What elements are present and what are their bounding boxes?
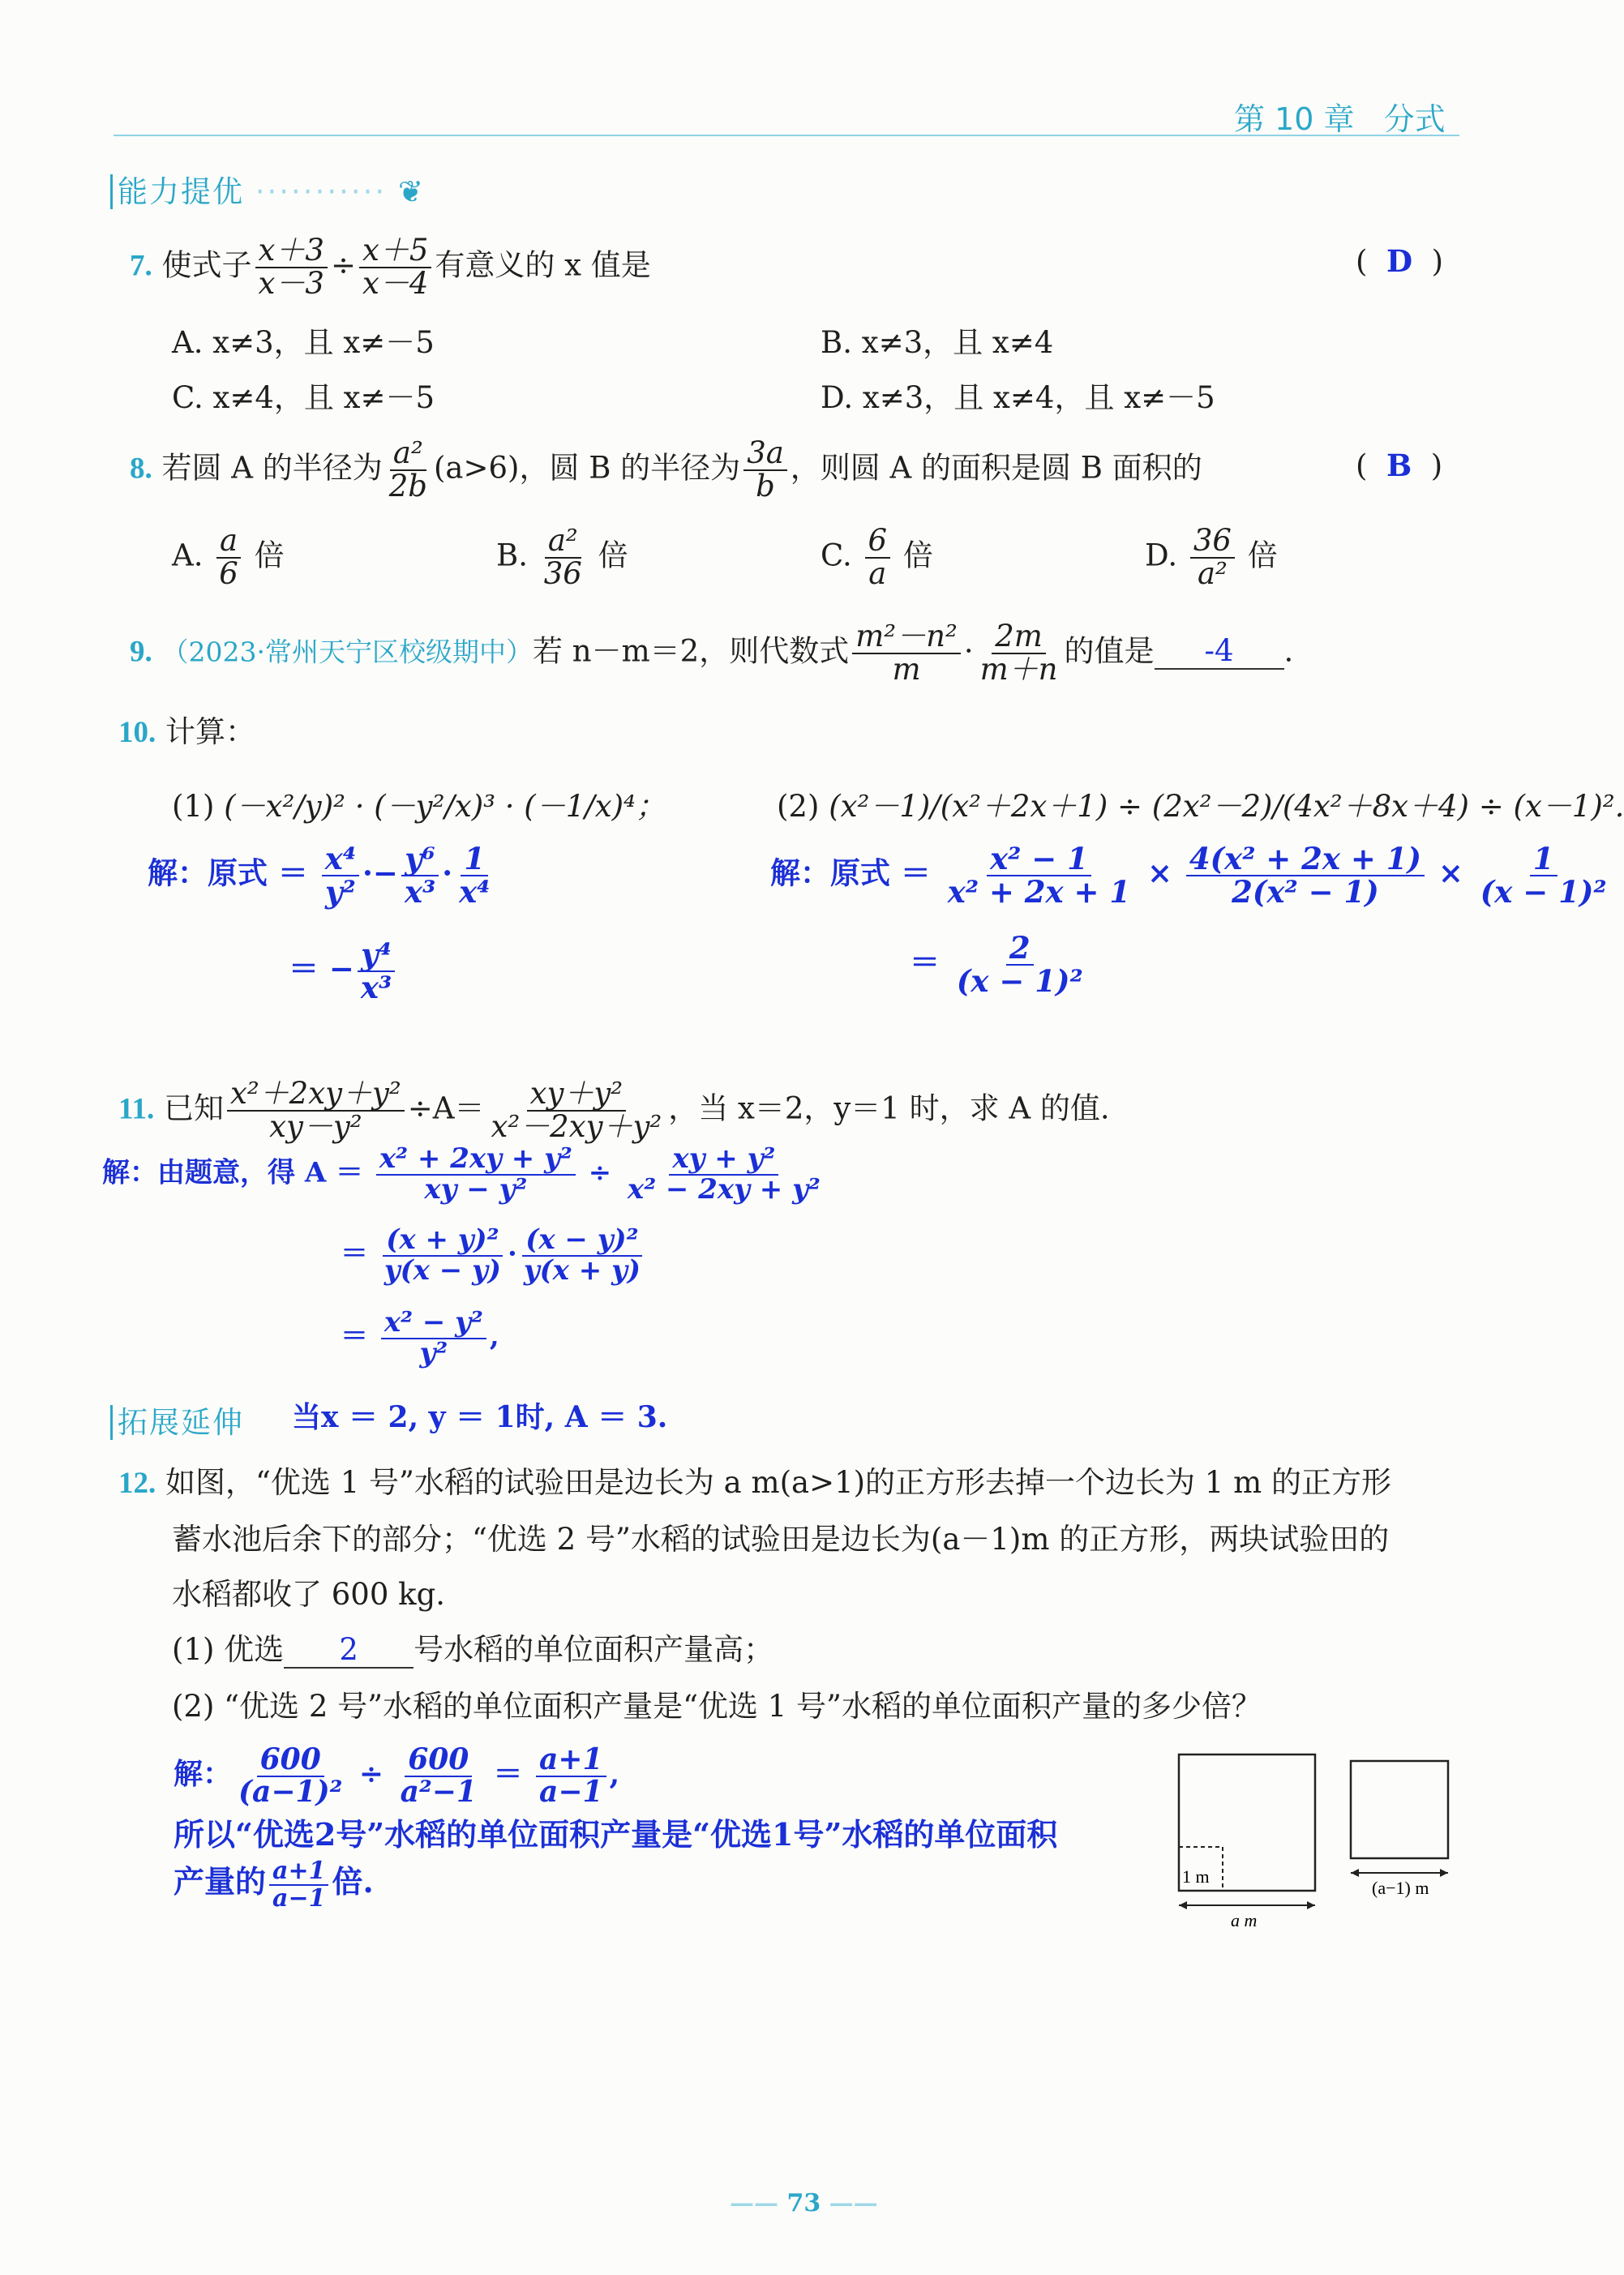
chapter-header bbox=[1234, 94, 1446, 139]
option-c: C. x≠4，且 x≠－5 bbox=[172, 380, 435, 415]
header-divider bbox=[114, 135, 1459, 136]
question-number: 8. bbox=[130, 452, 152, 486]
question-text: 的值是 bbox=[1064, 633, 1155, 669]
question-text: 已知 bbox=[163, 1090, 224, 1126]
question-10-part-1: (1) (－x²/y)² · (－y²/x)³ · (－1/x)⁴； bbox=[172, 789, 666, 824]
question-text: 计算： bbox=[165, 714, 256, 749]
question-text: 若 n－m＝2，则代数式 bbox=[533, 633, 850, 669]
question-text: (a>6)，圆 B 的半径为 bbox=[434, 450, 741, 486]
option-d: D. $\frac{36}{\text{a²}}$ 倍 bbox=[1145, 523, 1278, 591]
question-text: 蓄水池后余下的部分；“优选 2 号”水稻的试验田是边长为(a－1)m 的正方形，两块试验田的 bbox=[172, 1522, 1390, 1557]
solution-11-step-2: ＝ $\frac{\text{(x + y)²}}{y(x - y)}$ · $\frac{\text{(x − y)²}}{y(x + y)}$ bbox=[341, 1223, 641, 1287]
question-10 bbox=[118, 707, 255, 751]
question-text: 水稻都收了 600 kg. bbox=[172, 1577, 446, 1612]
section-ability-label: 能力提优 bbox=[110, 174, 244, 209]
field-2-side-label: (a−1) m bbox=[1372, 1878, 1429, 1898]
solution-11: 解：由题意，得 A ＝ $\frac{\text{x² + 2xy + y²}}{\text{xy − y²}}$ ÷ $\frac{\text{xy + y²}}{\text{x² − 2xy + y²}}$ bbox=[102, 1142, 821, 1206]
question-number: 11. bbox=[118, 1092, 155, 1126]
fraction: $\frac{x+3}{x-3}$ bbox=[255, 235, 328, 300]
pond-side-label: 1 m bbox=[1182, 1866, 1210, 1887]
question-10-part-2: (2) (x²－1)/(x²＋2x＋1) ÷ (2x²－2)/(4x²＋8x＋4) ÷ (x－1)². bbox=[777, 789, 1624, 824]
answer-bracket-7: ( D ) bbox=[1356, 243, 1444, 279]
section-extension bbox=[110, 1398, 244, 1442]
option-b: B. x≠3，且 x≠4 bbox=[821, 325, 1054, 360]
answer-choice: D bbox=[1386, 243, 1413, 279]
solution-10-2: 解：原式 ＝ $\frac{\text{x² − 1}}{\text{x² + 2x + 1}}$ × $\frac{\text{4(x² + 2x + 1)}}{\text{2(x² − 1)}}$ × $\frac{1}{\text{(x − 1)²}}$ bbox=[770, 841, 1607, 910]
chapter-topic: 分式 bbox=[1383, 101, 1446, 137]
section-ability: 能力提优 ··········· ❦ bbox=[110, 167, 425, 211]
option-c: C. $\frac{6}{a}$ 倍 bbox=[821, 523, 933, 591]
option-b: B. $\frac{\text{a²}}{36}$ 倍 bbox=[496, 523, 628, 591]
question-number: 7. bbox=[130, 249, 152, 283]
solution-12-conclusion: 所以“优选2号”水稻的单位面积产量是“优选1号”水稻的单位面积 bbox=[174, 1816, 1058, 1853]
question-9: 9. （2023·常州天宁区校级期中）若 n－m＝2，则代数式 $\frac{\text{m²－n²}}{m}$ · $\frac{2m}{m+n}$ 的值是 -4 . bbox=[130, 619, 1294, 687]
field-figure bbox=[1168, 1743, 1476, 1938]
butterfly-icon: ❦ bbox=[397, 174, 425, 209]
question-number: 9. bbox=[130, 635, 152, 669]
answer-blank: 2 bbox=[284, 1632, 413, 1669]
fraction: $\frac{\text{a²}}{2b}$ bbox=[388, 435, 427, 503]
question-7 bbox=[130, 235, 651, 300]
question-12-part-2: (2) “优选 2 号”水稻的单位面积产量是“优选 1 号”水稻的单位面积产量的多少倍？ bbox=[172, 1689, 1262, 1724]
page-footer: —— 73 —— bbox=[730, 2189, 878, 2217]
fraction: $\frac{\text{m²－n²}}{m}$ bbox=[852, 621, 961, 686]
question-number: 10. bbox=[118, 716, 156, 749]
operator: ÷ bbox=[330, 247, 356, 283]
solution-11-step-3: ＝ $\frac{\text{x² − y²}}{\text{y²}}$ , bbox=[341, 1306, 499, 1369]
question-text: 若圆 A 的半径为 bbox=[161, 450, 383, 486]
question-8 bbox=[130, 435, 1202, 503]
question-11: 11. 已知 $\frac{\text{x²＋2xy＋y²}}{\text{xy－y²}}$ ÷A＝ $\frac{\text{xy＋y²}}{\text{x²－2xy＋y²}}$ ，当 x＝2，y＝1 时，求 A 的值. bbox=[118, 1076, 1110, 1144]
page-number: 73 bbox=[786, 2189, 821, 2217]
option-d: D. x≠3，且 x≠4，且 x≠－5 bbox=[821, 380, 1215, 415]
solution-10-2-result: ＝ $\frac{2}{\text{(x − 1)²}}$ bbox=[910, 930, 1083, 999]
solution-12-conclusion-2: 产量的 $\frac{a+1}{a-1}$ 倍. bbox=[174, 1857, 374, 1913]
answer-choice: B bbox=[1386, 448, 1412, 483]
solution-11-final: 当x ＝ 2, y ＝ 1时, A ＝ 3. bbox=[292, 1400, 668, 1434]
section-extension-label: 拓展延伸 bbox=[110, 1405, 244, 1440]
field-2-square bbox=[1351, 1761, 1448, 1858]
solution-12: 解： $\frac{600}{\text{(a−1)²}}$ ÷ $\frac{600}{\text{a²−1}}$ ＝ $\frac{a+1}{a-1}$ , bbox=[174, 1742, 620, 1809]
field-1-side-label: a m bbox=[1231, 1910, 1258, 1930]
question-text: 有意义的 x 值是 bbox=[435, 247, 651, 283]
question-12 bbox=[118, 1458, 1391, 1502]
chapter-number: 第 10 章 bbox=[1234, 101, 1355, 137]
question-number: 12. bbox=[118, 1467, 156, 1500]
question-text: ，当 x＝2，y＝1 时，求 A 的值. bbox=[668, 1090, 1110, 1126]
question-text: ，则圆 A 的面积是圆 B 面积的 bbox=[790, 450, 1202, 486]
option-a: A. $\frac{a}{6}$ 倍 bbox=[172, 523, 285, 591]
solution-10-1: 解：原式 ＝ $\frac{\text{x⁴}}{\text{y²}}$ ·− $\frac{\text{y⁶}}{\text{x³}}$ · $\frac{1}{\text{x⁴}}$ bbox=[148, 841, 491, 910]
solution-10-1-result: ＝ − $\frac{\text{y⁴}}{\text{x³}}$ bbox=[289, 939, 398, 1004]
question-12-part-1: (1) 优选 2 号水稻的单位面积产量高； bbox=[172, 1632, 774, 1667]
fraction: $\frac{3a}{b}$ bbox=[743, 438, 787, 503]
answer-bracket-8: ( B ) bbox=[1356, 448, 1443, 483]
question-text: 使式子 bbox=[161, 247, 252, 283]
fraction: $\frac{x+5}{x-4}$ bbox=[359, 235, 431, 300]
question-text: 如图，“优选 1 号”水稻的试验田是边长为 a m(a>1)的正方形去掉一个边长为 1 m 的正方形 bbox=[165, 1465, 1391, 1500]
fraction: $\frac{2m}{m+n}$ bbox=[979, 619, 1058, 687]
answer-blank: -4 bbox=[1155, 633, 1284, 670]
question-source: （2023·常州天宁区校级期中） bbox=[161, 636, 533, 668]
option-a: A. x≠3，且 x≠－5 bbox=[172, 325, 435, 360]
